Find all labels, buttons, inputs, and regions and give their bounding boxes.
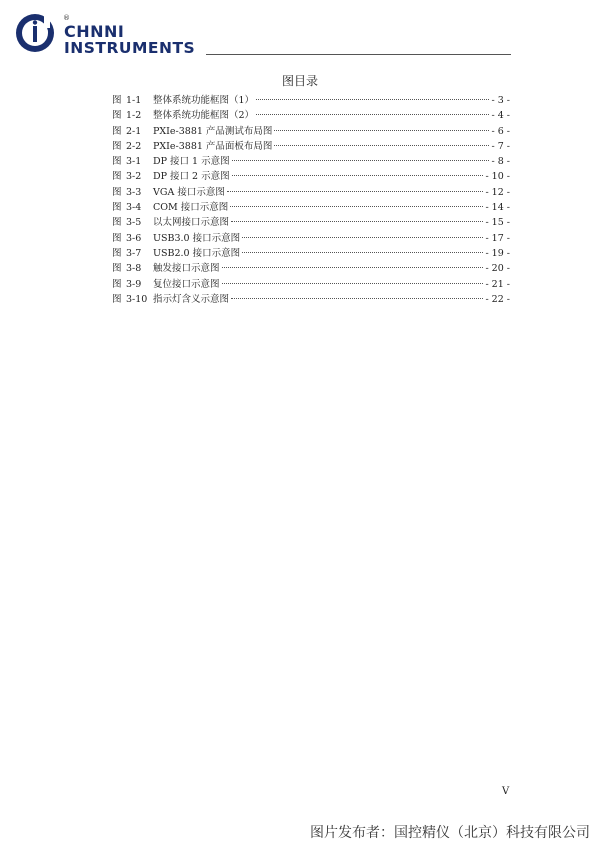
toc-entry-prefix: 图	[112, 125, 122, 137]
toc-entry-prefix: 图	[112, 293, 122, 305]
toc-entry-page: - 10 -	[485, 171, 510, 183]
figure-toc-list	[112, 92, 510, 306]
page-number: V	[502, 786, 510, 797]
toc-entry-title: 整体系统功能框图（2）	[153, 110, 255, 122]
toc-entry-title: 复位接口示意图	[153, 278, 220, 290]
publisher-watermark: 图片发布者：国控精仪（北京）科技有限公司	[310, 825, 590, 841]
toc-entry-number: 2-1	[126, 125, 142, 137]
toc-entry-title: COM 接口示意图	[153, 202, 229, 214]
toc-leader-dots	[222, 273, 484, 284]
toc-entry-title: USB3.0 接口示意图	[153, 232, 241, 244]
toc-leader-dots	[232, 150, 490, 161]
logo-text-instruments: INSTRUMENTS	[64, 39, 196, 57]
toc-entry-prefix: 图	[112, 232, 122, 244]
registered-mark: ®	[63, 14, 70, 22]
toc-entry-prefix: 图	[112, 247, 122, 259]
toc-entry-prefix: 图	[112, 171, 122, 183]
toc-entry-title: 整体系统功能框图（1）	[153, 95, 255, 106]
toc-leader-dots	[242, 242, 483, 253]
toc-entry-page: - 3 -	[491, 95, 510, 106]
toc-entry-title: 触发接口示意图	[153, 263, 220, 275]
header-divider	[206, 54, 511, 55]
toc-leader-dots	[232, 165, 484, 176]
toc-entry-number: 3-9	[126, 278, 142, 290]
toc-entry-page: - 20 -	[485, 263, 510, 275]
toc-entry-number: 3-10	[126, 293, 148, 305]
toc-entry-page: - 17 -	[485, 232, 510, 244]
chnni-logo-icon	[14, 12, 56, 54]
toc-entry-title: 指示灯含义示意图	[153, 293, 230, 305]
toc-entry-page: - 8 -	[491, 156, 510, 168]
toc-entry-title: PXIe-3881 产品测试布局图	[153, 125, 273, 137]
toc-entry-number: 1-2	[126, 110, 142, 122]
toc-entry-prefix: 图	[112, 186, 122, 198]
toc-entry-prefix: 图	[112, 263, 122, 275]
toc-leader-dots	[222, 257, 484, 268]
toc-leader-dots	[227, 181, 484, 192]
toc-leader-dots	[274, 120, 489, 131]
toc-entry-page: - 7 -	[491, 140, 510, 152]
toc-entry-title: PXIe-3881 产品面板布局图	[153, 140, 273, 152]
toc-entry-title: DP 接口 2 示意图	[153, 171, 230, 183]
toc-heading: 图目录	[281, 74, 318, 88]
toc-entry-page: - 12 -	[485, 186, 510, 198]
toc-entry-number: 3-5	[126, 217, 142, 229]
toc-entry-number: 3-1	[126, 156, 142, 168]
toc-entry-number: 3-7	[126, 247, 142, 259]
toc-entry-prefix: 图	[112, 156, 122, 168]
toc-entry-number: 3-3	[126, 186, 142, 198]
company-logo	[14, 12, 214, 57]
toc-entry-number: 2-2	[126, 140, 142, 152]
toc-entry-title: 以太网接口示意图	[153, 217, 230, 229]
toc-entry-number: 3-6	[126, 232, 142, 244]
toc-entry-title: DP 接口 1 示意图	[153, 156, 230, 168]
logo-text-chnni: CHNNI	[64, 22, 125, 41]
toc-entry-title: USB2.0 接口示意图	[153, 247, 241, 259]
toc-entry-prefix: 图	[112, 217, 122, 229]
toc-leader-dots	[274, 135, 489, 146]
toc-entry-prefix: 图	[112, 202, 122, 214]
toc-entry-number: 3-8	[126, 263, 142, 275]
toc-entry-prefix: 图	[112, 95, 122, 106]
toc-entry[interactable]	[112, 291, 510, 306]
toc-leader-dots	[256, 89, 489, 100]
toc-entry-prefix: 图	[112, 110, 122, 122]
toc-leader-dots	[256, 104, 489, 115]
toc-entry-number: 1-1	[126, 95, 142, 106]
toc-entry-page: - 4 -	[491, 110, 510, 122]
toc-entry-page: - 21 -	[485, 278, 510, 290]
toc-entry-prefix: 图	[112, 278, 122, 290]
toc-entry-page: - 19 -	[485, 247, 510, 259]
toc-entry-page: - 22 -	[485, 293, 510, 305]
toc-leader-dots	[230, 196, 483, 207]
toc-entry-number: 3-4	[126, 202, 142, 214]
toc-entry-page: - 14 -	[485, 202, 510, 214]
toc-entry-prefix: 图	[112, 140, 122, 152]
toc-leader-dots	[231, 211, 483, 222]
toc-leader-dots	[242, 227, 483, 238]
toc-entry-number: 3-2	[126, 171, 142, 183]
toc-entry-page: - 15 -	[485, 217, 510, 229]
toc-entry-title: VGA 接口示意图	[153, 186, 225, 198]
toc-leader-dots	[231, 288, 483, 299]
toc-entry-page: - 6 -	[491, 125, 510, 137]
